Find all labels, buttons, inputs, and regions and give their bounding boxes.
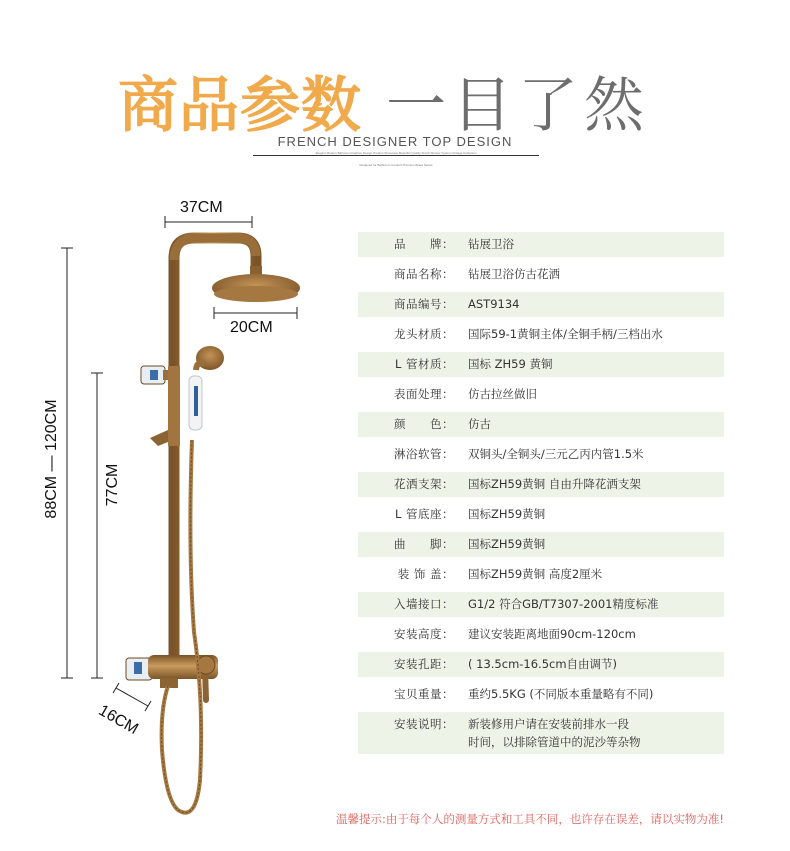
spec-row <box>358 532 724 557</box>
spec-value: 国标 ZH59 黄铜 <box>468 357 553 371</box>
spec-table <box>358 232 724 759</box>
spec-row <box>358 442 724 467</box>
spec-row <box>358 412 724 437</box>
spec-label: 淋浴软管： <box>394 447 454 461</box>
spec-row <box>358 232 724 257</box>
spec-label: 安装孔距： <box>394 657 454 671</box>
spec-label: 花洒支架： <box>394 477 454 491</box>
spec-value: 仿古 <box>468 417 491 431</box>
spec-value <box>468 715 641 751</box>
mixer-height-label: 77CM <box>104 463 121 507</box>
spec-value: AST9134 <box>468 297 520 311</box>
spec-value: 钻展卫浴 <box>468 237 514 251</box>
spec-label: L 管底座： <box>394 507 454 521</box>
spec-row <box>358 472 724 497</box>
spec-value: 建议安装距离地面90cm-120cm <box>468 627 636 641</box>
spec-value: 国际59-1黄铜主体/全铜手柄/三档出水 <box>468 327 663 341</box>
spec-label: 商品编号： <box>394 297 454 311</box>
spec-row <box>358 562 724 587</box>
spec-label: 商品名称： <box>394 267 454 281</box>
spec-value: 国标ZH59黄铜 <box>468 537 546 551</box>
subtitle: FRENCH DESIGNER TOP DESIGN <box>277 134 513 149</box>
spec-label: 宝贝重量： <box>394 687 454 701</box>
total-height-label: 88CM — 120CM <box>43 399 60 519</box>
spec-row <box>358 262 724 287</box>
spec-value: G1/2 符合GB/T7307-2001精度标准 <box>468 597 659 611</box>
spec-value: ( 13.5cm-16.5cm自由调节) <box>468 657 618 671</box>
page-title <box>118 58 650 141</box>
small-caption-1: Elegant Modern Bathroom Fashion Design Product Showcase Beautiful Quality Finish Shower System Vintage Collection <box>315 151 477 155</box>
spec-value: 双铜头/全铜头/三元乙丙内管1.5米 <box>468 447 644 461</box>
spec-row <box>358 382 724 407</box>
header-divider <box>253 155 539 156</box>
spec-label: 品 牌： <box>394 237 454 251</box>
spec-value: 钻展卫浴仿古花洒 <box>468 267 560 281</box>
spec-label: 装 饰 盖： <box>397 567 454 581</box>
spec-row <box>358 292 724 317</box>
spec-value: 国标ZH59黄铜 高度2厘米 <box>468 567 603 581</box>
spec-label: 龙头材质： <box>394 327 454 341</box>
warning-note: 温馨提示:由于每个人的测量方式和工具不同，也许存在误差，请以实物为准! <box>336 812 724 826</box>
spec-label: 安装高度： <box>394 627 454 641</box>
small-caption-2: Designed for Bathroom Comfort Premium Brass Series <box>359 163 433 167</box>
spec-row <box>358 502 724 527</box>
shower-illustration <box>0 180 350 830</box>
spec-label: 入墙接口： <box>394 597 454 611</box>
spec-row <box>358 712 724 754</box>
spec-row <box>358 652 724 677</box>
spec-row <box>358 682 724 707</box>
title-thin: 一目了然 <box>386 71 650 141</box>
spec-label: 表面处理： <box>394 387 454 401</box>
spec-row <box>358 622 724 647</box>
spec-label: L 管材质： <box>394 357 454 371</box>
top-width-label: 37CM <box>180 199 223 216</box>
spec-value: 国标ZH59黄铜 <box>468 507 546 521</box>
spec-row <box>358 592 724 617</box>
title-bold: 商品参数 <box>118 71 362 141</box>
spec-value-line-2: 时间，以排除管道中的泥沙等杂物 <box>468 735 641 749</box>
spec-label: 安装说明： <box>394 717 454 731</box>
spec-value-line-1: 新装修用户请在安装前排水一段 <box>468 717 629 731</box>
spec-row <box>358 352 724 377</box>
spec-label: 曲 脚： <box>394 537 454 551</box>
spec-value: 重约5.5KG (不同版本重量略有不同) <box>468 687 654 701</box>
spec-value: 国标ZH59黄铜 自由升降花洒支架 <box>468 477 641 491</box>
spec-value: 仿古拉丝做旧 <box>468 387 537 401</box>
spec-label: 颜 色： <box>394 417 454 431</box>
spacing-label: 16CM <box>95 702 141 739</box>
head-diameter-label: 20CM <box>230 319 273 336</box>
spec-row <box>358 322 724 347</box>
